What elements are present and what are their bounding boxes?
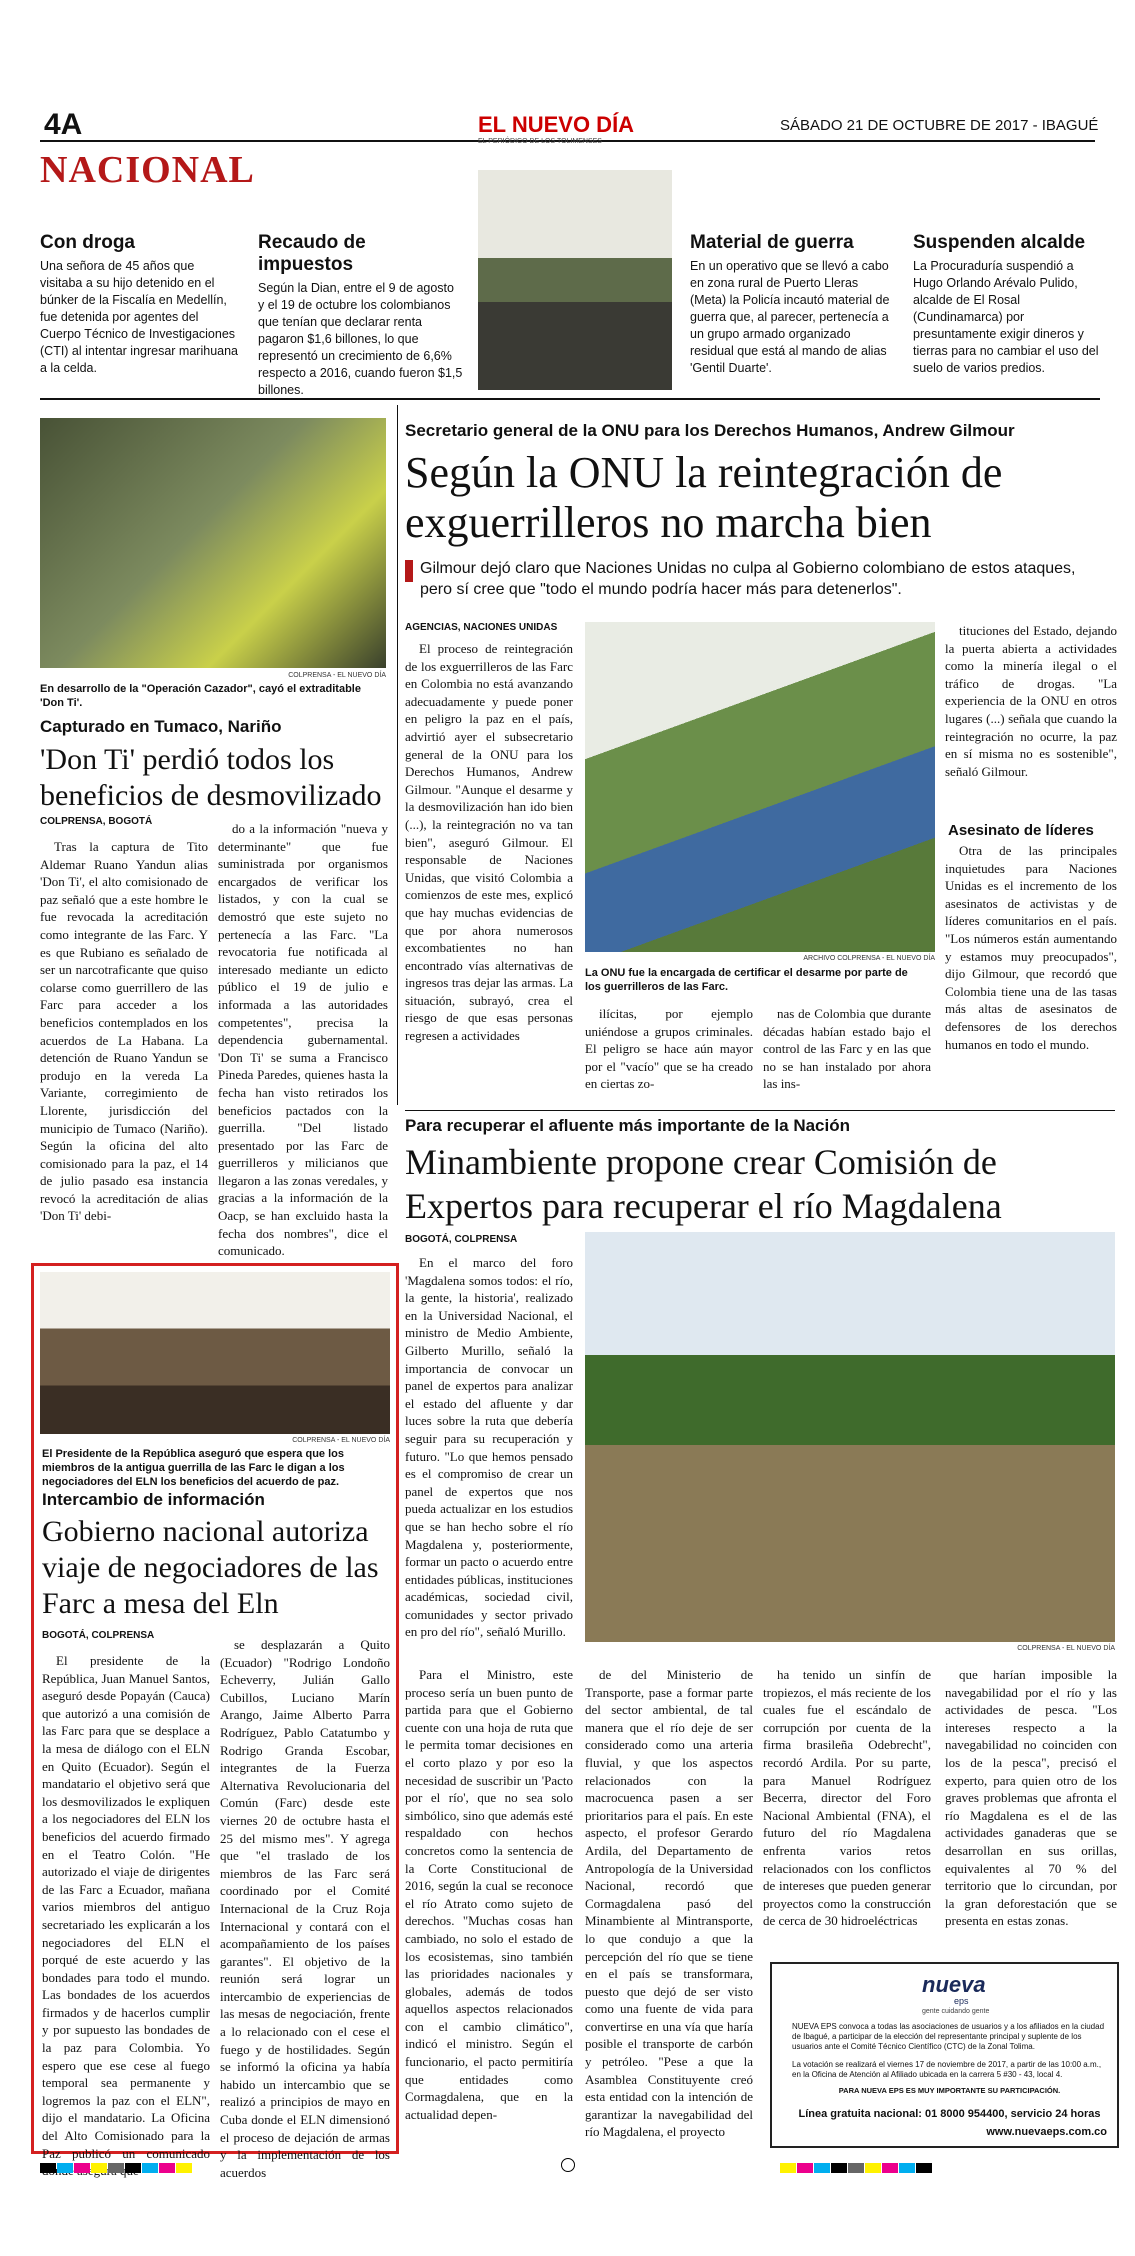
- brief-3: [690, 232, 890, 377]
- article-byline: AGENCIAS, NACIONES UNIDAS: [405, 622, 558, 633]
- photo-caption: En desarrollo de la "Operación Cazador", cayó el extraditable 'Don Ti'.: [40, 683, 361, 709]
- ad-tagline: gente cuidando gente: [922, 2008, 990, 2015]
- weapons-photo: [478, 170, 672, 390]
- ad-brand: nueva: [922, 1972, 986, 1997]
- ad-phone: Línea gratuita nacional: 01 8000 954400, servicio 24 horas: [798, 2108, 1101, 2120]
- section-title: NACIONAL: [40, 149, 255, 191]
- brief-1: [40, 232, 240, 377]
- article-column: ilícitas, por ejemplo uniéndose a grupos criminales. El peligro se hace aún mayor por el "vacío" que se ha creado en ciertas zo-: [585, 1006, 753, 1092]
- article-byline: BOGOTÁ, COLPRENSA: [42, 1630, 155, 1641]
- brief-body: En un operativo que se llevó a cabo en zona rural de Puerto Lleras (Meta) la Policía incautó material de guerra que, al parecer, pertenecía a un grupo armado organizado residual que está al mando de alias 'Gentil Duarte'.: [690, 259, 890, 375]
- article-column: se desplazarán a Quito (Ecuador) "Rodrigo Londoño Echeverry, Julián Gallo Cubillos, Luciano Marín Arango, Jaime Alberto Parra Rodríguez, Pablo Catatumbo y Rodrigo Granda Escobar, integrantes de la Fuerza Alternativa Revolucionaria del Común (Farc) desde este viernes 20 de octubre hasta el 25 del mismo mes". Y agrega que "el traslado de los miembros de las Farc será coordinado por el Comité Internacional de la Cruz Roja Internacional y contará con el acompañamiento de los países garantes". El objetivo de la reunión será lograr un intercambio de experiencias de las mesas de negociación, frente a lo relacionado con el cese el fuego y de hostilidades. Según se informó la oficina ya había habido un intercambio que se realizó a principios de mayo en Cuba donde el ELN dimensionó el proceso de dejación de armas y la implementación de los acuerdos: [220, 1637, 390, 2180]
- ad-cta: PARA NUEVA EPS ES MUY IMPORTANTE SU PARTICIPACIÓN.: [838, 2086, 1061, 2095]
- article-headline: Gobierno nacional autoriza viaje de negociadores de las Farc a mesa del Eln: [42, 1515, 379, 1620]
- article-column: que harían imposible la navegabilidad por el río y las actividades de pesca. "Los intereses respecto a la navegabilidad no coinciden con los de la pesca", precisó el experto, para quien otro de los graves problemas que afronta el río Magdalena es el de las actividades ganaderas que se desarrollan en sus orillas, equivalentes al 70 % del territorio que lo circundan, por la gran deforestación que se presenta en estas zonas.: [945, 1667, 1117, 1929]
- article-headline: Minambiente propone crear Comisión de Expertos para recuperar el río Magdalena: [405, 1142, 1002, 1226]
- dontti-photo: [40, 418, 386, 668]
- brief-4: [913, 232, 1103, 377]
- page-number: 4A: [44, 108, 83, 141]
- ad-website: www.nuevaeps.com.co: [986, 2126, 1107, 2138]
- registration-mark-icon: [561, 2158, 575, 2172]
- divider: [405, 1110, 1115, 1111]
- brief-title: Recaudo de impuestos: [258, 232, 366, 275]
- brief-2: [258, 232, 463, 399]
- photo-caption: La ONU fue la encargada de certificar el desarme por parte de los guerrilleros de las Farc.: [585, 967, 908, 993]
- ad-body: NUEVA EPS convoca a todas las asociaciones de usuarios y a los afiliados en la ciudad de Ibagué, a participar de la elección del representante principal y suplente de los usuarios ante el Comité Técnico Científico (CTC) de la Zonal Tolima.: [792, 2022, 1105, 2051]
- article-column: Tras la captura de Tito Aldemar Ruano Yandun alias 'Don Ti', el alto comisionado de paz señaló que a este hombre le fue revocada la acreditación como integrante de las Farc. Y es que Rubiano es señalado de ser un narcotraficante que quiso colarse como guerrillero de las Farc para acceder a los beneficios contemplados en los acuerdos de La Habana. La detención de Ruano Yandun se produjo en la vereda La Variante, corregimiento de Llorente, jurisdicción del municipio de Tumaco (Nariño). Según la oficina del alto comisionado para la paz, el 14 de julio pasado esa instancia revocó la acreditación de alias 'Don Ti' debi-: [40, 839, 208, 1224]
- article-kicker: Para recuperar el afluente más importante de la Nación: [405, 1116, 850, 1135]
- article-column: ha tenido un sinfín de tropiezos, el más reciente de los cuales fue el escándalo de corrupción por cuenta de la firma brasileña Odebrecht", recordó Ardila. Por su parte, para Manuel Rodríguez Becerra, director del Foro Nacional Ambiental (FNA), el futuro del río Magdalena enfrenta varios retos relacionados con los conflictos de intereses que pueden generar proyectos como la construcción de cerca de 30 hidroeléctricas: [763, 1667, 931, 1929]
- article-headline: Según la ONU la reintegración de exguerrilleros no marcha bien: [405, 448, 1003, 547]
- article-byline: COLPRENSA, BOGOTÁ: [40, 816, 153, 827]
- lead-marker: [405, 560, 413, 582]
- brief-body: Una señora de 45 años que visitaba a su hijo detenido en el búnker de la Fiscalía en Medellín, fue detenida por agentes del Cuerpo Técnico de Investigaciones (CTI) al intentar ingresar marihuana a la celda.: [40, 259, 238, 375]
- logo-text: EL NUEVO DÍA: [478, 112, 635, 137]
- article-column: do a la información "nueva y determinante" que fue suministrada por organismos encargados de verificar los listados, y con la cual se demostró que este sujeto no pertenecía a las Farc. "La revocatoria fue notificada al interesado mediante un edicto público el 19 de julio e informada a las autoridades competentes", precisa la dependencia gubernamental. 'Don Ti' se suma a Francisco Pineda Paredes, quienes hasta la fecha han visto retirados los beneficios pactados con la guerrilla. "Del listado presentado por las Farc de guerrilleros y milicianos que llegaron a las zonas veredales, y gracias a la información de la Oacp, se han excluido hasta la fecha dos nombres", dice el comunicado.: [218, 821, 388, 1259]
- article-column: de del Ministerio de Transporte, pase a formar parte del sector ambiental, de tal manera que el río deje de ser considerado como una arteria fluvial, y que los aspectos relacionados con la macrocuenca pasen a ser prioritarios para el país. En este aspecto, el profesor Gerardo Ardila, del Departamento de Antropología de la Universidad Nacional, recordó que Cormagdalena pasó del Minambiente al Mintransporte, lo que condujo a que la percepción del río que se tiene en el país se transformara, puesto que dejó de ser visto como una fuente de vida para convertirse en una vía que haría posible el transporte de carbón y petróleo. "Pese a que la Asamblea Constituyente creó esta entidad con la intención de garantizar la navegabilidad del río Magdalena, el proyecto: [585, 1667, 753, 2140]
- photo-credit: COLPRENSA - EL NUEVO DÍA: [292, 1437, 390, 1444]
- article-kicker: Intercambio de información: [42, 1490, 265, 1509]
- article-column: El proceso de reintegración de los exguerrilleros de las Farc en Colombia no está avanzando adecuadamente y puede poner en peligro la paz en el país, advirtió ayer el subsecretario general de la ONU para los Derechos Humanos, Andrew Gilmour. "Aunque el desarme y la desmovilización han ido bien (...), la reintegración no va tan bien", aseguró Gilmour. El responsable de Naciones Unidas, que visitó Colombia a comienzos de este mes, explicó que hay muchas evidencias de que por ahora numerosos excombatientes no han encontrado vías alternativas de ingresos tras dejar las armas. La situación, subrayó, crea el riesgo de que esas personas regresen a actividades: [405, 641, 573, 1044]
- brief-body: La Procuraduría suspendió a Hugo Orlando Arévalo Pulido, alcalde de El Rosal (Cundinamarca) por presuntamente exigir dineros y tierras para no cambiar el uso del suelo de varios predios.: [913, 259, 1099, 375]
- article-column: En el marco del foro 'Magdalena somos todos: el río, la gente, la historia', realizado en la Universidad Nacional, el ministro de Medio Ambiente, Gilberto Murillo, señaló la importancia de convocar un panel de expertos para analizar el estado del afluente y dar luces sobre la ruta que debería seguir para su recuperación y futuro. "Lo que hemos pensado es el compromiso de crear un panel de expertos que nos pueda actualizar en los estudios que se han hecho sobre el río Magdalena y, posteriormente, formar un pacto o acuerdo entre entidades públicas, instituciones académicas, sociedad civil, comunidades y sector privado en pro del río", señaló Murillo.: [405, 1255, 573, 1640]
- article-lead: Gilmour dejó claro que Naciones Unidas no culpa al Gobierno colombiano de estos ataques, pero sí cree que "todo el mundo podría hacer más para detenerlos".: [420, 560, 1076, 598]
- divider: [40, 398, 1100, 400]
- nueva-eps-ad: [770, 1962, 1119, 2148]
- column-divider: [397, 405, 398, 1105]
- photo-caption: El Presidente de la República aseguró que espera que los miembros de la antigua guerrilla de las Farc le digan a los negociadores del ELN los beneficios del acuerdo de paz.: [42, 1448, 345, 1488]
- article-subhead: Asesinato de líderes: [948, 822, 1094, 839]
- photo-credit: COLPRENSA - EL NUEVO DÍA: [288, 672, 386, 679]
- river-photo: [585, 1232, 1115, 1642]
- dateline: SÁBADO 21 DE OCTUBRE DE 2017 - IBAGUÉ: [780, 117, 1099, 134]
- article-column: El presidente de la República, Juan Manuel Santos, aseguró desde Popayán (Cauca) que autorizó a una comisión de las Farc para que se desplace a la mesa de diálogo con el ELN en Quito (Ecuador). Según el mandatario el objetivo será que los desmovilizados le expliquen a los negociadores del ELN los beneficios del acuerdo firmado en el Teatro Colón. "He autorizado el viaje de dirigentes de las Farc a Ecuador, mañana varios miembros del antiguo secretariado les explicarán a los negociadores del ELN el porqué de este acuerdo y las bondades para todo el mundo. Las bondades de los acuerdos firmados y de hacerlos cumplir y por supuesto las bondades de la paz para Colombia. Yo espero que ese cese al fuego temporal sea permanente y logremos la paz con el ELN", dijo el mandatario. La Oficina del Alto Comisionado para la Paz publicó un comunicado: [42, 1653, 210, 2161]
- photo-credit: COLPRENSA - EL NUEVO DÍA: [1017, 1645, 1115, 1652]
- brief-title: Material de guerra: [690, 232, 854, 253]
- brief-title: Con droga: [40, 232, 135, 253]
- onu-photo: [585, 622, 935, 952]
- article-column: tituciones del Estado, dejando la puerta abierta a actividades como la minería ilegal o el tráfico de drogas. "La experiencia de la ONU en otros lugares (...) señala que cuando la reintegración no ocurre, la paz en sí misma no es sostenible", señaló Gilmour.: [945, 623, 1117, 779]
- photo-credit: ARCHIVO COLPRENSA - EL NUEVO DÍA: [803, 955, 935, 962]
- color-bar-right: [780, 2160, 933, 2178]
- newspaper-logo: [478, 112, 634, 145]
- article-byline: BOGOTÁ, COLPRENSA: [405, 1234, 518, 1245]
- eln-photo: [40, 1272, 390, 1434]
- ad-body-2: La votación se realizará el viernes 17 de noviembre de 2017, a partir de las 10:00 a.m., en la Oficina de Atención al Afiliado ubicada en la carrera 5 #30 - 43, local 4.: [792, 2060, 1102, 2079]
- article-kicker: Secretario general de la ONU para los Derechos Humanos, Andrew Gilmour: [405, 421, 1015, 440]
- ad-brand-suffix: eps: [954, 1996, 969, 2006]
- logo-tagline: EL PERIÓDICO DE LOS TOLIMENSES: [478, 138, 602, 145]
- article-headline: 'Don Ti' perdió todos los beneficios de desmovilizado: [40, 743, 382, 812]
- article-column: nas de Colombia que durante décadas habían estado bajo el control de las Farc y en las que no se han instalado por ahora las ins-: [763, 1006, 931, 1092]
- brief-body: Según la Dian, entre el 9 de agosto y el 19 de octubre los colombianos que tenían que declarar renta pagaron $1,6 billones, lo que representó un crecimiento de 6,6% respecto a 2016, cuando fueron $1,5 billones.: [258, 281, 463, 397]
- color-bar-left: [40, 2160, 193, 2178]
- brief-title: Suspenden alcalde: [913, 232, 1086, 253]
- article-column: Otra de las principales inquietudes para Naciones Unidas es el incremento de los asesinatos de activistas y de líderes comunitarios en el país. "Los números están aumentando y estamos muy preocupados", dijo Gilmour, que recordó que Colombia tiene una de las tasas más altas de asesinatos de defensores de los derechos humanos en todo el mundo.: [945, 843, 1117, 1052]
- article-column: Para el Ministro, este proceso sería un buen punto de partida para que el Gobierno cuente con una hoja de ruta que le permita tomar decisiones en el corto plazo y por eso la necesidad de suscribir un 'Pacto por el río', que no sea solo simbólico, sino que además esté respaldado con hechos concretos como la sentencia de la Corte Constitucional de 2016, según la cual se reconoce el río Atrato como sujeto de derechos. "Muchas cosas han cambiado, no solo el estado de los ecosistemas, sino también las prioridades nacionales y globales, además de todos aquellos aspectos relacionados con el cambio climático", indicó el ministro. Según el funcionario, el pacto permitiría que entidades como Cormagdalena, que en la actualidad depen-: [405, 1667, 573, 2122]
- article-kicker: Capturado en Tumaco, Nariño: [40, 717, 282, 736]
